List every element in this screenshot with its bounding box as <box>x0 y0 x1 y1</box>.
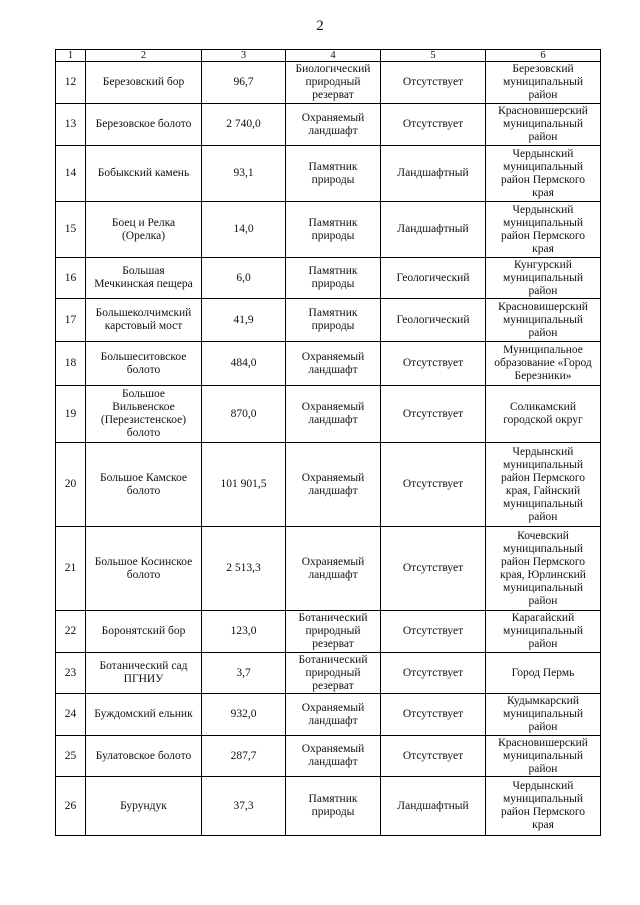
cell-name: Большеколчимский карстовый мост <box>86 299 202 342</box>
column-header: 4 <box>286 50 381 62</box>
column-header: 1 <box>56 50 86 62</box>
cell-name: Бобыкский камень <box>86 146 202 202</box>
cell-number: 14 <box>56 146 86 202</box>
cell-number: 17 <box>56 299 86 342</box>
cell-location: Красновишерский муниципальный район <box>486 104 601 146</box>
cell-location: Соликамский городской округ <box>486 386 601 443</box>
cell-category: Памятник природы <box>286 258 381 299</box>
table-row <box>56 527 601 611</box>
cell-area: 287,7 <box>202 736 286 777</box>
table-row <box>56 299 601 342</box>
cell-profile: Отсутствует <box>381 653 486 694</box>
cell-category: Охраняемый ландшафт <box>286 527 381 611</box>
cell-name: Большое Косинское болото <box>86 527 202 611</box>
cell-location: Красновишерский муниципальный район <box>486 736 601 777</box>
table-body <box>56 62 601 836</box>
cell-area: 870,0 <box>202 386 286 443</box>
cell-area: 932,0 <box>202 694 286 736</box>
cell-name: Буждомский ельник <box>86 694 202 736</box>
cell-profile: Отсутствует <box>381 736 486 777</box>
table-header-row <box>56 50 601 62</box>
cell-category: Памятник природы <box>286 202 381 258</box>
table-row <box>56 653 601 694</box>
cell-number: 19 <box>56 386 86 443</box>
cell-area: 2 740,0 <box>202 104 286 146</box>
cell-location: Березовский муниципальный район <box>486 62 601 104</box>
cell-area: 93,1 <box>202 146 286 202</box>
cell-number: 26 <box>56 777 86 836</box>
table-row <box>56 694 601 736</box>
page-number: 2 <box>316 18 324 34</box>
cell-area: 123,0 <box>202 611 286 653</box>
cell-profile: Отсутствует <box>381 611 486 653</box>
cell-category: Охраняемый ландшафт <box>286 694 381 736</box>
cell-category: Ботанический природный резерват <box>286 653 381 694</box>
cell-area: 3,7 <box>202 653 286 694</box>
cell-number: 24 <box>56 694 86 736</box>
cell-number: 12 <box>56 62 86 104</box>
cell-name: Березовский бор <box>86 62 202 104</box>
cell-profile: Отсутствует <box>381 104 486 146</box>
protected-areas-table <box>55 49 601 836</box>
cell-category: Охраняемый ландшафт <box>286 443 381 527</box>
cell-location: Карагайский муниципальный район <box>486 611 601 653</box>
table-row <box>56 104 601 146</box>
cell-area: 484,0 <box>202 342 286 386</box>
cell-area: 2 513,3 <box>202 527 286 611</box>
cell-number: 23 <box>56 653 86 694</box>
table-row <box>56 386 601 443</box>
cell-profile: Отсутствует <box>381 342 486 386</box>
cell-location: Город Пермь <box>486 653 601 694</box>
cell-category: Охраняемый ландшафт <box>286 386 381 443</box>
cell-number: 22 <box>56 611 86 653</box>
cell-number: 16 <box>56 258 86 299</box>
table-row <box>56 736 601 777</box>
table-row <box>56 777 601 836</box>
cell-number: 20 <box>56 443 86 527</box>
cell-name: Боец и Релка (Орелка) <box>86 202 202 258</box>
cell-profile: Отсутствует <box>381 694 486 736</box>
column-header: 5 <box>381 50 486 62</box>
cell-name: Большое Вильвенское (Перезистенское) болото <box>86 386 202 443</box>
cell-location: Чердынский муниципальный район Пермского края, Гайнский муниципальный район <box>486 443 601 527</box>
cell-location: Кудымкарский муниципальный район <box>486 694 601 736</box>
cell-category: Памятник природы <box>286 777 381 836</box>
cell-name: Большеситовское болото <box>86 342 202 386</box>
cell-profile: Геологический <box>381 258 486 299</box>
cell-category: Охраняемый ландшафт <box>286 736 381 777</box>
cell-category: Биологический природный резерват <box>286 62 381 104</box>
cell-area: 101 901,5 <box>202 443 286 527</box>
cell-name: Ботанический сад ПГНИУ <box>86 653 202 694</box>
cell-category: Памятник природы <box>286 299 381 342</box>
cell-location: Муниципальное образование «Город Березники» <box>486 342 601 386</box>
cell-profile: Ландшафтный <box>381 777 486 836</box>
cell-number: 18 <box>56 342 86 386</box>
cell-area: 6,0 <box>202 258 286 299</box>
cell-category: Охраняемый ландшафт <box>286 342 381 386</box>
column-header: 6 <box>486 50 601 62</box>
table-row <box>56 443 601 527</box>
cell-number: 15 <box>56 202 86 258</box>
cell-profile: Отсутствует <box>381 386 486 443</box>
table-row <box>56 202 601 258</box>
cell-location: Чердынский муниципальный район Пермского края <box>486 146 601 202</box>
cell-name: Большое Камское болото <box>86 443 202 527</box>
column-header: 2 <box>86 50 202 62</box>
cell-name: Большая Мечкинская пещера <box>86 258 202 299</box>
cell-category: Охраняемый ландшафт <box>286 104 381 146</box>
cell-name: Булатовское болото <box>86 736 202 777</box>
cell-number: 13 <box>56 104 86 146</box>
cell-area: 41,9 <box>202 299 286 342</box>
cell-profile: Геологический <box>381 299 486 342</box>
cell-name: Боронятский бор <box>86 611 202 653</box>
cell-area: 14,0 <box>202 202 286 258</box>
cell-profile: Ландшафтный <box>381 146 486 202</box>
cell-number: 25 <box>56 736 86 777</box>
cell-category: Памятник природы <box>286 146 381 202</box>
cell-profile: Отсутствует <box>381 527 486 611</box>
table-row <box>56 611 601 653</box>
cell-category: Ботанический природный резерват <box>286 611 381 653</box>
table-row <box>56 62 601 104</box>
cell-name: Березовское болото <box>86 104 202 146</box>
column-header: 3 <box>202 50 286 62</box>
table-row <box>56 258 601 299</box>
table-row <box>56 342 601 386</box>
cell-location: Кочевский муниципальный район Пермского края, Юрлинский муниципальный район <box>486 527 601 611</box>
cell-location: Кунгурский муниципальный район <box>486 258 601 299</box>
cell-profile: Отсутствует <box>381 62 486 104</box>
cell-location: Чердынский муниципальный район Пермского края <box>486 202 601 258</box>
cell-area: 96,7 <box>202 62 286 104</box>
cell-profile: Ландшафтный <box>381 202 486 258</box>
cell-location: Чердынский муниципальный район Пермского края <box>486 777 601 836</box>
cell-area: 37,3 <box>202 777 286 836</box>
table-row <box>56 146 601 202</box>
cell-profile: Отсутствует <box>381 443 486 527</box>
cell-name: Бурундук <box>86 777 202 836</box>
cell-number: 21 <box>56 527 86 611</box>
cell-location: Красновишерский муниципальный район <box>486 299 601 342</box>
